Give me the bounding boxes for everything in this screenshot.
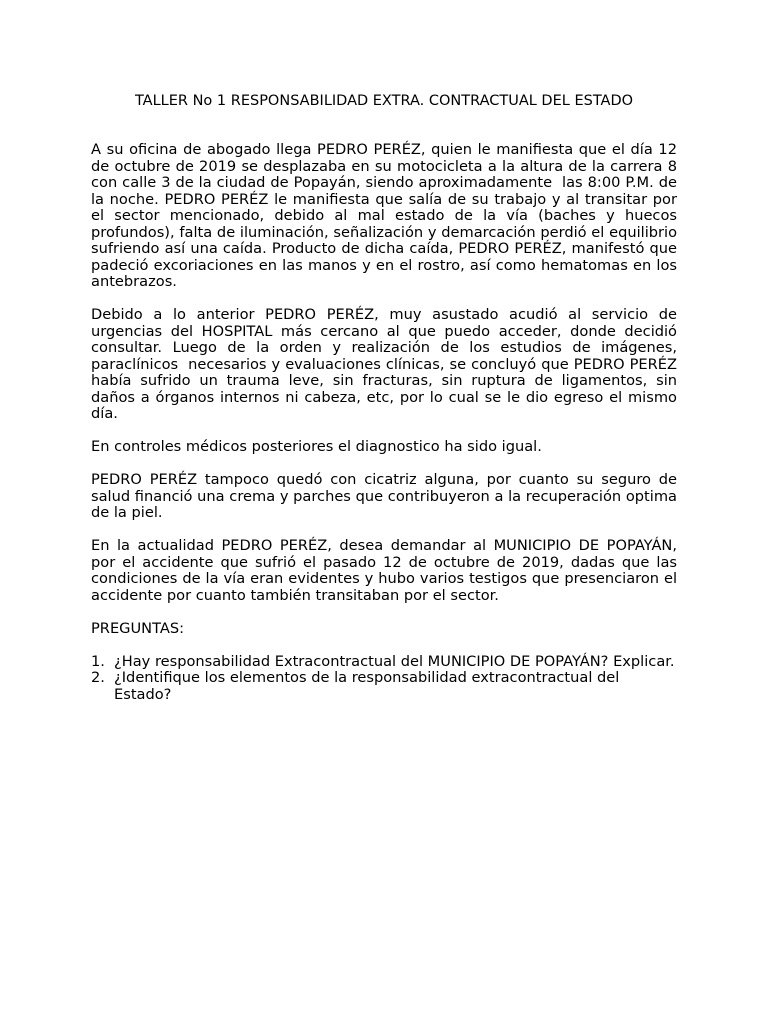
paragraph-hospital: Debido a lo anterior PEDRO PERÉZ, muy asustado acudió al servicio de urgencias del HOSPITAL más cercano al que puedo acceder, donde decidió consultar. Luego de la orden y realización de los estudios de imágenes, paraclínicos necesarios y evaluaciones clínicas, se concluyó que PEDRO PERÉZ había sufrido un trauma leve, sin fracturas, sin ruptura de ligamentos, sin daños a órganos internos ni cabeza, etc, por lo cual se le dio egreso el mismo día. [91, 306, 682, 422]
paragraph-lawsuit: En la actualidad PEDRO PERÉZ, desea demandar al MUNICIPIO DE POPAYÁN, por el accidente que sufrió el pasado 12 de octubre de 2019, dadas que las condiciones de la vía eran evidentes y hubo varios testigos que presenciaron el accidente por cuanto también transitaban por el sector. [91, 537, 682, 604]
question-number: 2. [91, 669, 105, 686]
paragraph-controls: En controles médicos posteriores el diagnostico ha sido igual. [91, 438, 542, 455]
question-item [91, 654, 677, 671]
document-body [91, 141, 682, 703]
document-title: TALLER No 1 RESPONSABILIDAD EXTRA. CONTRACTUAL DEL ESTADO [134, 93, 634, 109]
question-text: ¿Identifique los elementos de la responsabilidad extracontractual del Estado? [114, 669, 620, 703]
paragraph-case-facts: A su oficina de abogado llega PEDRO PERÉZ, quien le manifiesta que el día 12 de octubre de 2019 se desplazaba en su motocicleta a la altura de la carrera 8 con calle 3 de la ciudad de Popayán, siendo aproximadamente las 8:00 P.M. de la noche. PEDRO PERÉZ le manifiesta que salía de su trabajo y al transitar por el sector mencionado, debido al mal estado de la vía (baches y huecos profundos), falta de iluminación, señalización y demarcación perdió el equilibrio sufriendo así una caída. Producto de dicha caída, PEDRO PERÉZ, manifestó que padeció excoriaciones en las manos y en el rostro, así como hematomas en los antebrazos. [91, 141, 682, 290]
question-item [91, 670, 677, 703]
question-text: ¿Hay responsabilidad Extracontractual del MUNICIPIO DE POPAYÁN? Explicar. [114, 652, 675, 670]
question-number: 1. [91, 652, 105, 670]
paragraph-scar: PEDRO PERÉZ tampoco quedó con cicatriz alguna, por cuanto su seguro de salud financió una crema y parches que contribuyeron a la recuperación optima de la piel. [91, 471, 682, 521]
question-list [91, 654, 677, 704]
questions-heading: PREGUNTAS: [91, 619, 185, 637]
